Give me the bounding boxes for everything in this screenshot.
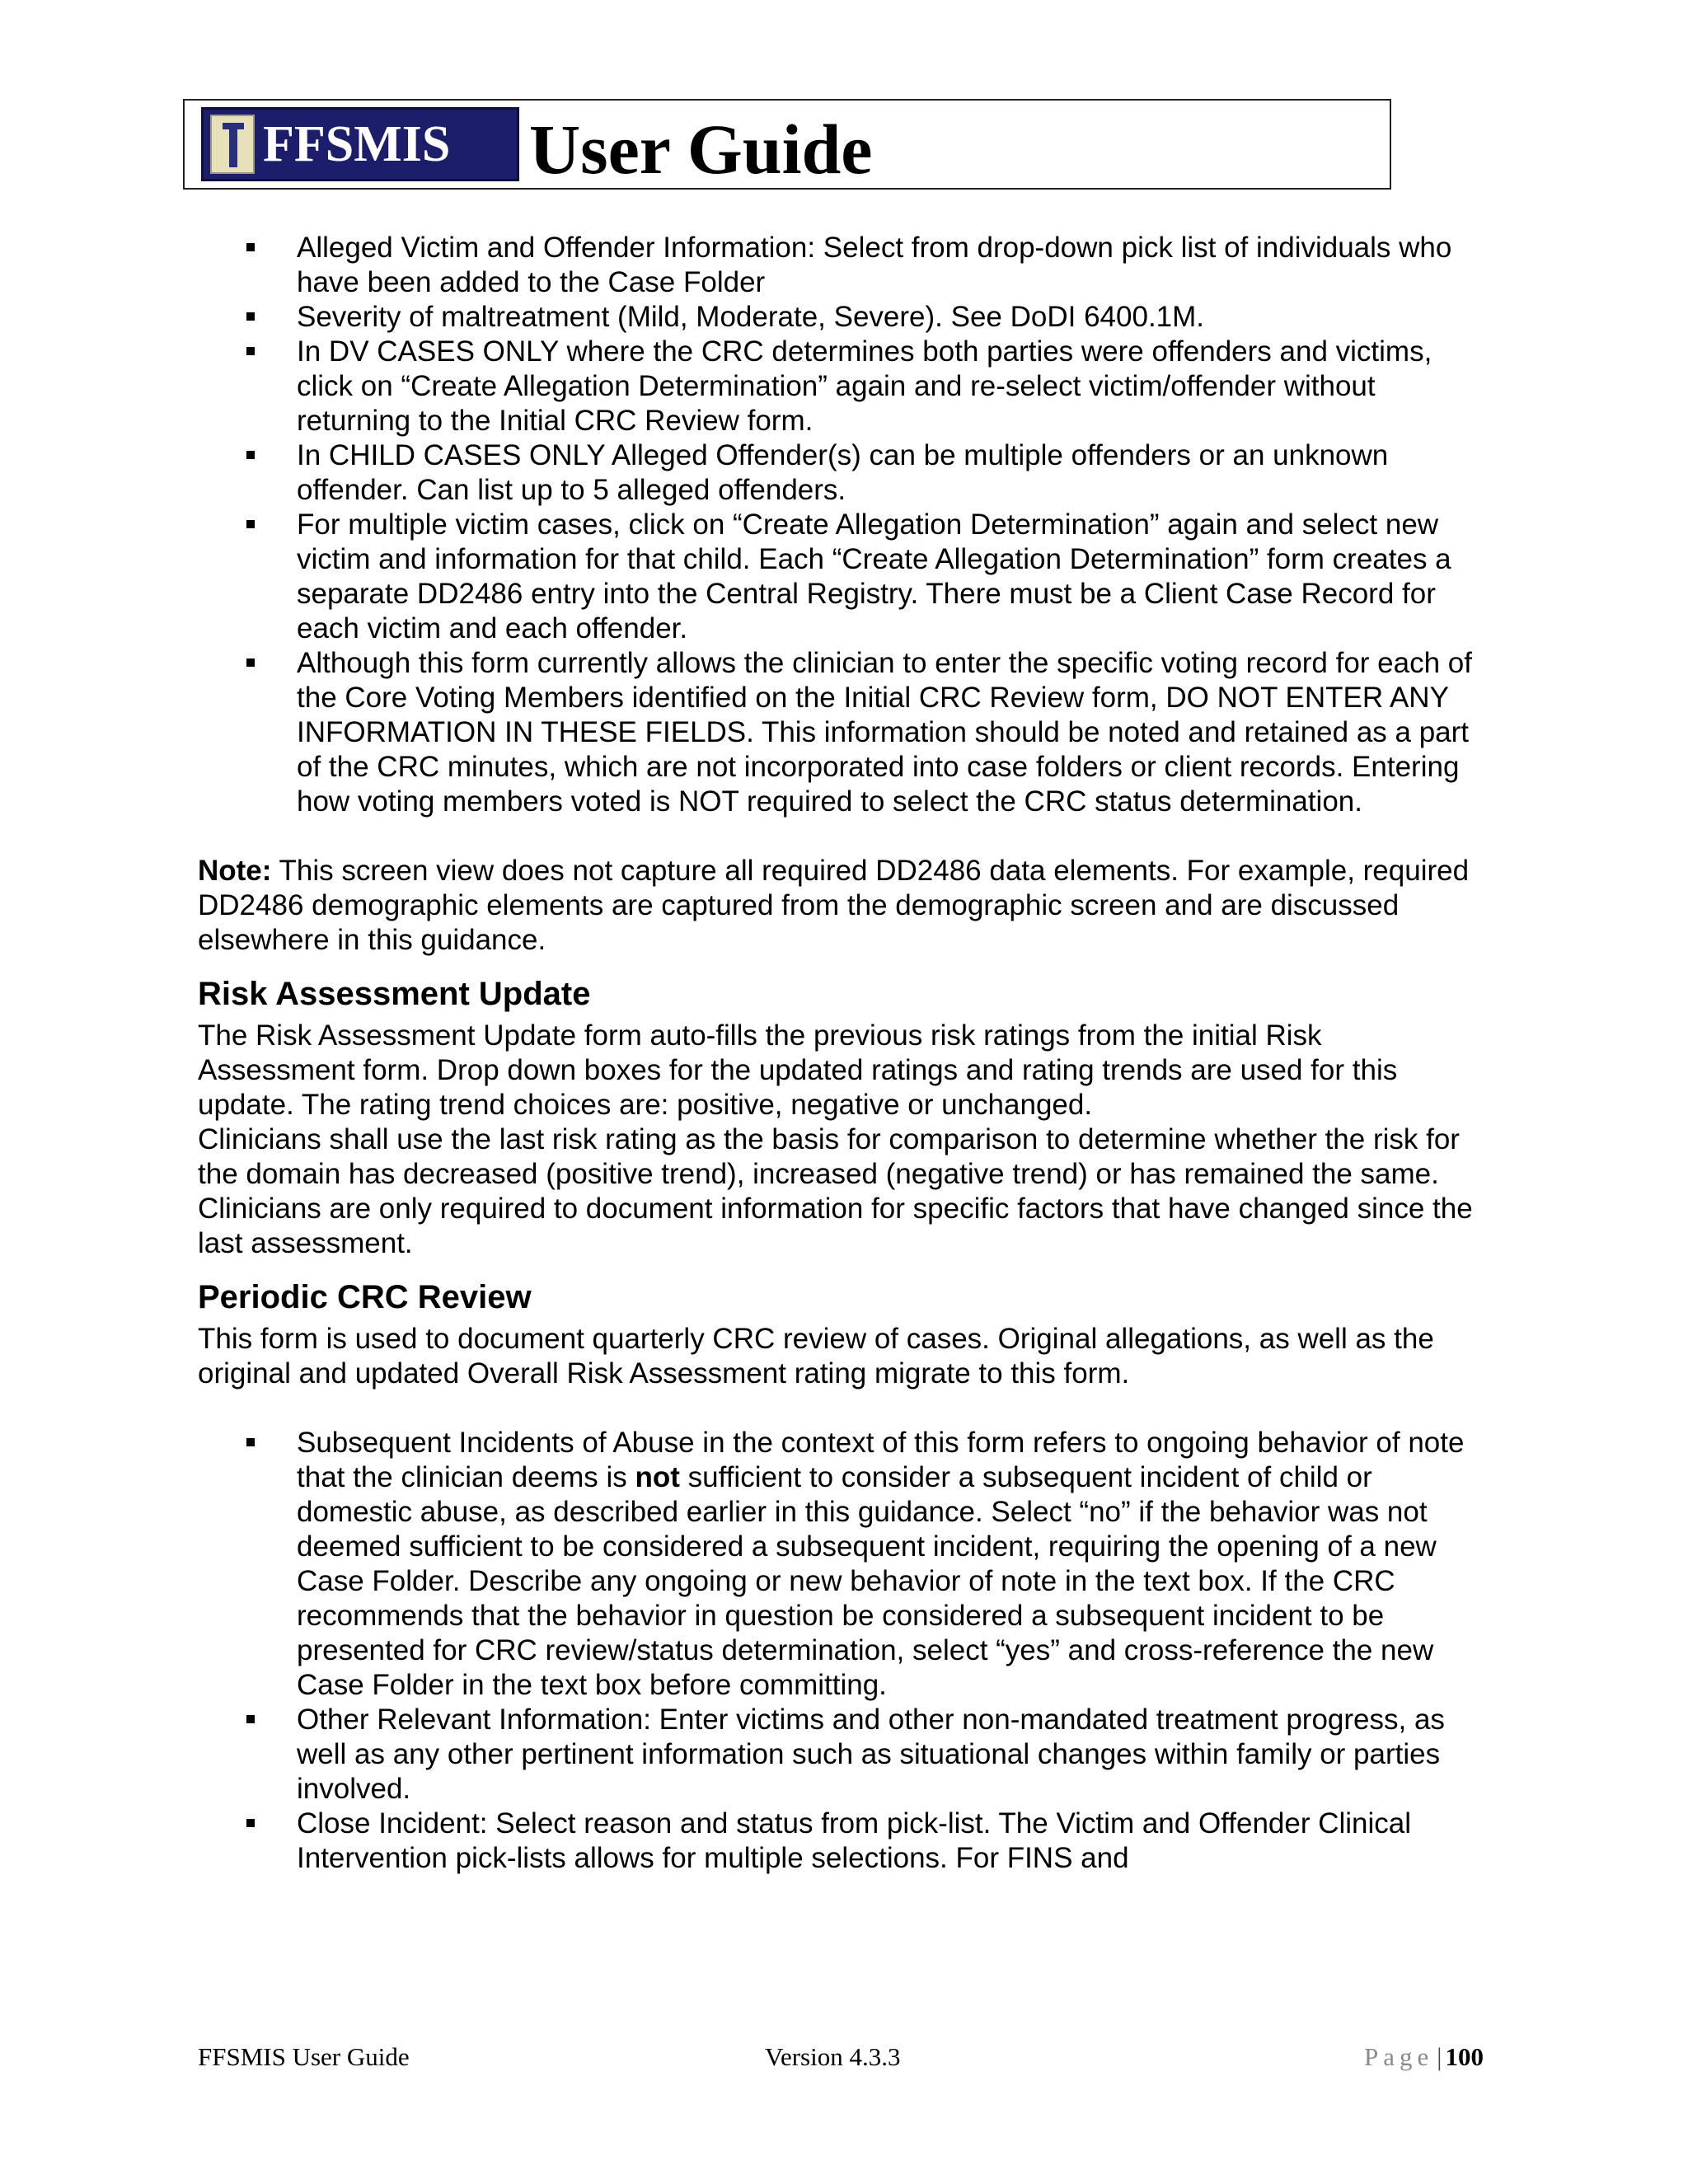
pillar-emblem-icon <box>210 115 255 174</box>
list-item: For multiple victim cases, click on “Create Allegation Determination” again and select new victim and information for that child. Each “Create Allegation Determination” form creates a separate DD2486 entry into the Central Registry. There must be a Client Case Record for each victim and each offender. <box>297 508 1484 646</box>
allegation-bullet-list <box>198 231 1484 819</box>
note-text: This screen view does not capture all required DD2486 data elements. For example, required DD2486 demographic elements are captured from the demographic screen and are discussed elsewhere in this guidance. <box>198 855 1470 956</box>
list-item: Severity of maltreatment (Mild, Moderate, Severe). See DoDI 6400.1M. <box>297 300 1484 335</box>
header-title: User Guide <box>529 110 873 189</box>
periodic-review-bullet-list <box>198 1426 1484 1876</box>
footer-separator: | <box>1437 2042 1442 2071</box>
list-item: Alleged Victim and Offender Information: Select from drop-down pick list of individuals who have been added to the Case Folder <box>297 231 1484 300</box>
list-item: Although this form currently allows the clinician to enter the specific voting record for each of the Core Voting Members identified on the Initial CRC Review form, DO NOT ENTER ANY INFORMATION IN THESE FIELDS. This information should be noted and retained as a part of the CRC minutes, which are not incorporated into case folders or client records. Entering how voting members voted is NOT required to select the CRC status determination. <box>297 646 1484 819</box>
list-item <box>297 1426 1484 1703</box>
page-footer <box>198 2042 1484 2075</box>
section-heading-periodic-review: Periodic CRC Review <box>198 1279 532 1315</box>
bullet-text: Subsequent Incidents of Abuse in the context of this form refers to ongoing behavior of note that the clinician deems is <box>297 1427 1465 1493</box>
periodic-review-paragraph: This form is used to document quarterly CRC review of cases. Original allegations, as well as the original and updated Overall Risk Assessment rating migrate to this form. <box>198 1323 1434 1390</box>
emphasis-text: not <box>635 1461 680 1493</box>
list-item: Other Relevant Information: Enter victims and other non-mandated treatment progress, as well as any other pertinent information such as situational changes within family or parties involved. <box>297 1703 1484 1807</box>
bullet-text: sufficient to consider a subsequent incident of child or domestic abuse, as described earlier in this guidance. Select “no” if the behavior was not deemed sufficient to be considered a subsequent incident, requiring the opening of a new Case Folder. Describe any ongoing or new behavior of note in the text box. If the CRC recommends that the behavior in question be considered a subsequent incident to be presented for CRC review/status determination, select “yes” and cross-reference the new Case Folder in the text box before committing. <box>297 1461 1437 1701</box>
risk-assessment-paragraph-2: Clinicians shall use the last risk rating as the basis for comparison to determine whether the risk for the domain has decreased (positive trend), increased (negative trend) or has remained the same. Clinicians are only required to document information for specific factors that have changed since the last assessment. <box>198 1123 1473 1259</box>
footer-page-indicator <box>1364 2042 1484 2072</box>
document-body <box>198 231 1484 1876</box>
list-item: Close Incident: Select reason and status from pick-list. The Victim and Offender Clinical Intervention pick-lists allows for multiple selections. For FINS and <box>297 1807 1484 1876</box>
risk-assessment-paragraph-1: The Risk Assessment Update form auto-fills the previous risk ratings from the initial Risk Assessment form. Drop down boxes for the updated ratings and rating trends are used for this update. The rating trend choices are: positive, negative or unchanged. <box>198 1019 1398 1121</box>
note-paragraph <box>198 854 1484 958</box>
logo-text: FFSMIS <box>263 116 451 172</box>
footer-page-word: Page <box>1364 2042 1434 2071</box>
footer-page-number: 100 <box>1445 2042 1484 2071</box>
list-item: In DV CASES ONLY where the CRC determines both parties were offenders and victims, click on “Create Allegation Determination” again and re-select victim/offender without returning to the Initial CRC Review form. <box>297 335 1484 438</box>
section-heading-risk-assessment: Risk Assessment Update <box>198 976 591 1012</box>
ffsmis-logo <box>201 107 519 181</box>
footer-version: Version 4.3.3 <box>765 2042 901 2071</box>
footer-doc-title: FFSMIS User Guide <box>198 2042 410 2071</box>
page-header <box>183 99 1391 190</box>
list-item: In CHILD CASES ONLY Alleged Offender(s) can be multiple offenders or an unknown offender. Can list up to 5 alleged offenders. <box>297 438 1484 508</box>
note-label: Note: <box>198 855 272 887</box>
